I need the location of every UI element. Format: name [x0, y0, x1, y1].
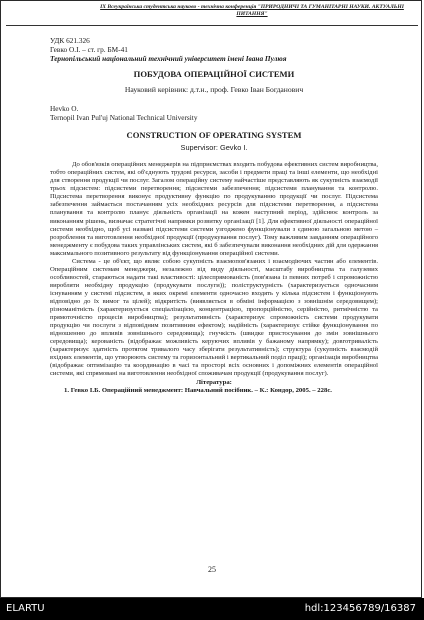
- title-en: CONSTRUCTION OF OPERATING SYSTEM: [126, 129, 302, 140]
- conference-header: IX Всеукраїнська студентська науково - технічна конференція "ПРИРОДНИЧІ ТА ГУМАНІТАРНІ НАУКИ. АКТУАЛЬНІ ПИТАННЯ": [100, 4, 404, 17]
- author-uk: Гевко О.І. – ст. гр. БМ-41: [50, 44, 128, 54]
- handle-id: hdl:123456789/16387: [304, 603, 416, 614]
- advisor-uk: Науковий керівник: д.т.н., проф. Гевко Іван Богданович: [124, 85, 304, 95]
- udc-code: УДК 621.326: [50, 36, 90, 45]
- repository-name: ELARTU: [6, 603, 45, 614]
- advisor-en: Supervisor: Gevko I.: [180, 143, 248, 153]
- title-uk: ПОБУДОВА ОПЕРАЦІЙНОЇ СИСТЕМИ: [133, 69, 295, 80]
- literature-item: 1. Гевко І.Б. Операційний менеджмент: Навчальний посібник. – К.: Кондор, 2005. – 228с.: [64, 387, 332, 395]
- affiliation-uk: Тернопільський національний технічний університет імені Івана Пулюя: [50, 53, 287, 63]
- status-bar: [0, 598, 424, 620]
- body-paragraph: Система - це об'єкт, що являє собою сукупність взаємопов'язаних і взаємодіючих частин або елементів. Операційним системам менеджери, незалежно від виду діяльності, масштабу виробництва та галузевих особливостей, стараються надати такі властивості: цілеспрямованість (пов'язана із певних потреб і спроможністю виробляти необхідну продукцію (продукувати послуги)); поліструктурність (характеризується одночасним існуванням у системі підсистем, в яких окремі елементи одночасно входять у кілька підсистем і функціонують відповідно до їх вимог та цілей); відкритість (виявляється в обміні інформацією з зовнішнім середовищем); різноманітність (характеризується спеціалізацією, концентрацією, пропорційністю, серійністю, ритмічністю та прямоточністю процесів виробництва); результативність (характеризує спроможність системи продукувати продукцію чи послуги з відповідним позитивним ефектом); надійність (характеризує стійке функціонування по відношенню до впливів зовнішнього середовища); гнучкість (швидке пристосування до змін зовнішнього середовища); керованість (відображає можливість керуючих впливів у бажаному напрямку); довготривалість (характеризує здатність протягом тривалого часу зберігати результативність); структура (сукупність взаємодій вхідних елементів, що утворюють систему та горизонтальний і вертикальний поділ праці); організація виробництва (відображає оптимізацію та координацію в часі та просторі всіх основних і допоміжних елементів операційної системи, які спрямовані на виготовлення необхідної споживачам продукції (продукування послуг).: [50, 257, 378, 378]
- document-body: [50, 37, 378, 395]
- page-number: 25: [208, 565, 216, 574]
- affiliation-en: Ternopil Ivan Pul'uj National Technical University: [50, 112, 198, 122]
- author-en: Hevko O.: [50, 103, 79, 113]
- body-paragraph: До обов'язків операційних менеджерів на підприємствах входить побудова ефективних систем виробництва, тобто операційних систем, які об'єднують трудові ресурси, засоби і предмети праці та інші елементи, що необхідні для створення продукції чи послуг. Загалом операційну систему найчастіше представляють як сукупність взаємодії трьох підсистем: підсистеми перетворення; підсистеми забезпечення; підсистеми планування та контролю. Підсистема перетворення виконує продуктивну функцію по продукуванню продукції чи послуг. Підсистема забезпечення займається постачанням усіх необхідних ресурсів для підсистеми перетворення, а підсистема планування та контролю планує діяльність організації на кожен наступний період, здійснює контроль за виконанням рішень, визначає стратегічні напрямки розвитку організації [1]. Для ефективної діяльності операційної системи необхідно, щоб усі названі підсистеми системи узгоджено функціонували з єдиною загальною метою – розроблення та виготовлення необхідної продукції (продукування послуг). Тому важливим завданням операційного менеджменту є побудова таких управлінських систем, які б забезпечували виконання необхідних дій для одержання максимального позитивного результату від функціонування операційної системи.: [50, 161, 378, 257]
- literature-heading: Література:: [196, 379, 232, 387]
- header-divider: [6, 25, 418, 26]
